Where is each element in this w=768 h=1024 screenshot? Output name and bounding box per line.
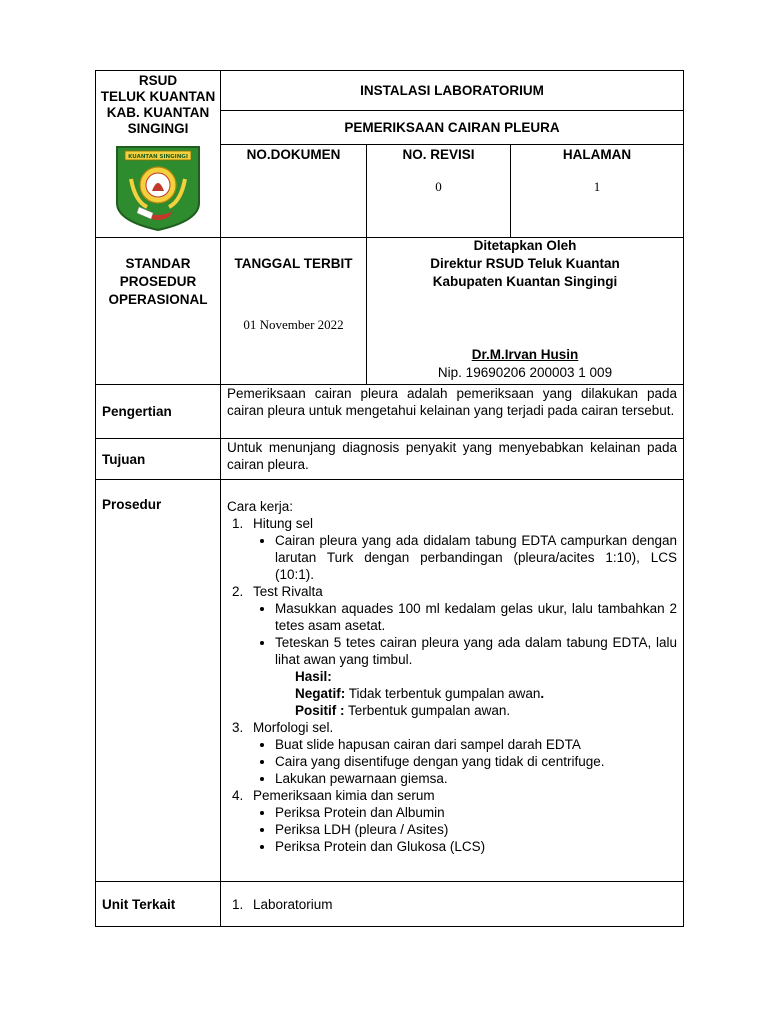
revisi-cell [367, 145, 511, 238]
director-name: Dr.M.Irvan Husin [471, 347, 579, 362]
instalasi-cell [221, 71, 684, 111]
sop-label-cell [96, 238, 221, 385]
bullet-item: • Buat slide hapusan cairan dari sampel darah EDTA [275, 736, 677, 753]
prosedur-label: Prosedur [102, 497, 162, 512]
unit-text-cell [221, 882, 684, 927]
step-test-rivalta [247, 583, 677, 719]
tanggal-value: 01 November 2022 [243, 317, 344, 332]
hasil-block [253, 668, 677, 719]
document-title-cell [221, 111, 684, 145]
instalasi-title: INSTALASI LABORATORIUM [360, 82, 544, 98]
positif-label: Positif : [295, 703, 345, 718]
prosedur-label-cell [96, 480, 221, 882]
halaman-value: 1 [593, 179, 601, 194]
step-title: Morfologi sel. [253, 720, 334, 735]
procedure-steps [227, 515, 677, 855]
tujuan-text-cell [221, 439, 684, 480]
pengertian-label: Pengertian [102, 404, 172, 419]
revisi-value: 0 [435, 179, 442, 194]
document-title: PEMERIKSAAN CAIRAN PLEURA [344, 119, 560, 135]
bullet-item: • Periksa LDH (pleura / Asites) [275, 821, 677, 838]
hospital-name-line-3: KAB. KUANTAN [106, 105, 210, 120]
hasil-label: Hasil: [295, 669, 332, 684]
sop-label-line-3: OPERASIONAL [108, 292, 208, 307]
director-nip: Nip. 19690206 200003 1 009 [437, 365, 613, 380]
sop-table [95, 70, 684, 927]
cara-kerja-label: Cara kerja: [227, 499, 294, 514]
hospital-name-line-2: TELUK KUANTAN [100, 89, 216, 104]
pengertian-text-cell [221, 385, 684, 439]
logo-text: KUANTAN SINGINGI [128, 154, 188, 160]
unit-list [227, 896, 677, 913]
tujuan-label-cell [96, 439, 221, 480]
pengertian-text: Pemeriksaan cairan pleura adalah pemeriksaan yang dilakukan pada cairan pleura untuk mengetahui kelainan yang terjadi pada cairan tersebut. [227, 386, 678, 418]
tanggal-label: TANGGAL TERBIT [234, 256, 353, 271]
bullet-item: • Teteskan 5 tetes cairan pleura yang ada dalam tabung EDTA, lalu lihat awan yang timbul. [275, 634, 677, 668]
sop-label-line-1: STANDAR [125, 256, 191, 271]
bullet-item: • Masukkan aquades 100 ml kedalam gelas ukur, lalu tambahkan 2 tetes asam asetat. [275, 600, 677, 634]
bullet-item: • Lakukan pewarnaan giemsa. [275, 770, 677, 787]
positif-line [295, 702, 677, 719]
bullet-item: • Periksa Protein dan Glukosa (LCS) [275, 838, 677, 855]
step-title: Test Rivalta [253, 584, 323, 599]
positif-text: Terbentuk gumpalan awan. [344, 703, 511, 718]
regency-logo [113, 145, 203, 235]
step-morfologi-sel [247, 719, 677, 787]
tanggal-cell [221, 238, 367, 385]
dokumen-cell [221, 145, 367, 238]
dokumen-label: NO.DOKUMEN [246, 147, 341, 162]
hospital-name-line-1: RSUD [138, 73, 178, 88]
step-title: Pemeriksaan kimia dan serum [253, 788, 435, 803]
ditetapkan-line-1: Ditetapkan Oleh [473, 238, 577, 253]
pengertian-label-cell [96, 385, 221, 439]
hospital-cell [96, 71, 221, 238]
negatif-label: Negatif: [295, 686, 346, 701]
halaman-label: HALAMAN [562, 147, 632, 162]
tujuan-label: Tujuan [102, 451, 146, 467]
bullet-item: • Cairan pleura yang ada didalam tabung EDTA campurkan dengan larutan Turk dengan perbandingan (pleura/acites 1:10), LCS (10:1). [275, 532, 677, 583]
unit-label: Unit Terkait [102, 896, 176, 912]
ditetapkan-line-2: Direktur RSUD Teluk Kuantan [430, 256, 620, 271]
ditetapkan-cell [367, 238, 684, 385]
prosedur-text-cell [221, 480, 684, 882]
hospital-name-line-4: SINGINGI [127, 121, 189, 136]
bullet-item: • Periksa Protein dan Albumin [275, 804, 677, 821]
negatif-text: Tidak terbentuk gumpalan awan [345, 686, 541, 701]
negatif-end: . [540, 686, 545, 701]
revisi-label: NO. REVISI [402, 147, 475, 162]
negatif-line [295, 685, 677, 702]
step-hitung-sel [247, 515, 677, 583]
sop-label-line-2: PROSEDUR [119, 274, 197, 289]
halaman-cell [511, 145, 684, 238]
step-pemeriksaan-kimia [247, 787, 677, 855]
unit-item: 1. Laboratorium [247, 896, 677, 913]
ditetapkan-line-3: Kabupaten Kuantan Singingi [432, 274, 618, 289]
tujuan-text: Untuk menunjang diagnosis penyakit yang menyebabkan kelainan pada cairan pleura. [227, 440, 678, 472]
step-title: Hitung sel [253, 516, 314, 531]
bullet-item: • Caira yang disentifuge dengan yang tidak di centrifuge. [275, 753, 677, 770]
unit-label-cell [96, 882, 221, 927]
